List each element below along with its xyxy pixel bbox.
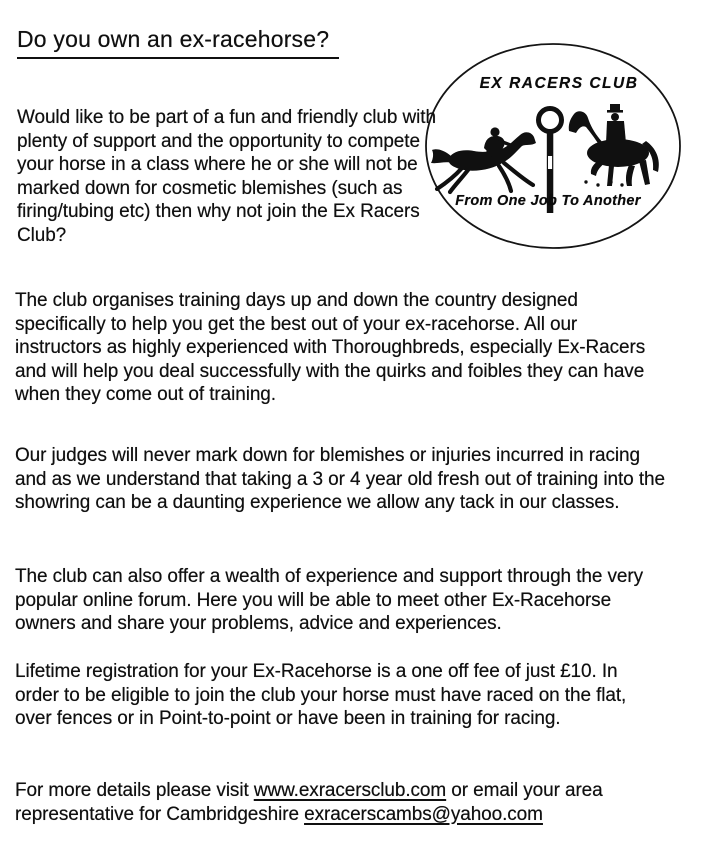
judges-paragraph: Our judges will never mark down for blemishes or injuries incurred in racing and as we understand that taking a 3 or 4 year old fresh out of training into the showring can be a daunting experience we allow any tack in our classes. [15, 445, 665, 513]
dressage-horse-rider-icon [569, 104, 659, 186]
registration-paragraph: Lifetime registration for your Ex-Racehorse is a one off fee of just £10. In order to be eligible to join the club your horse must have raced on the flat, over fences or in Point-to-point or have been in training for racing. [15, 661, 627, 729]
club-logo [420, 40, 688, 255]
email-link: exracerscambs@yahoo.com [304, 803, 543, 825]
club-logo-graphic [420, 40, 688, 255]
intro-paragraph: Would like to be part of a fun and friendly club with plenty of support and the opportunity to compete your horse in a class where he or she will not be marked down for cosmetic blemishes (such as firing/tubing etc) then why not join the Ex Racers Club? [17, 107, 436, 246]
logo-club-name: EX RACERS CLUB [479, 75, 639, 92]
page-title: Do you own an ex-racehorse? [17, 26, 339, 59]
logo-motto: From One Job To Another [455, 193, 641, 209]
hoof-marks [584, 180, 623, 186]
website-link: www.exracersclub.com [253, 780, 447, 801]
training-days-paragraph: The club organises training days up and down the country designed specifically to help you get the best out of your ex-racehorse. All our instructors as highly experienced with Thoroughbreds, especially Ex-Racers and will help you deal successfully with the quirks and foibles they can have when they come out of training. [15, 290, 646, 405]
contact-text-between: or email your area representative for Cambridgeshire [15, 780, 603, 825]
contact-text-before-website: For more details please visit [15, 780, 254, 801]
forum-paragraph: The club can also offer a wealth of experience and support through the very popular online forum. Here you will be able to meet other Ex-Racehorse owners and share your problems, advice and experiences. [15, 566, 643, 634]
contact-paragraph [15, 779, 680, 826]
